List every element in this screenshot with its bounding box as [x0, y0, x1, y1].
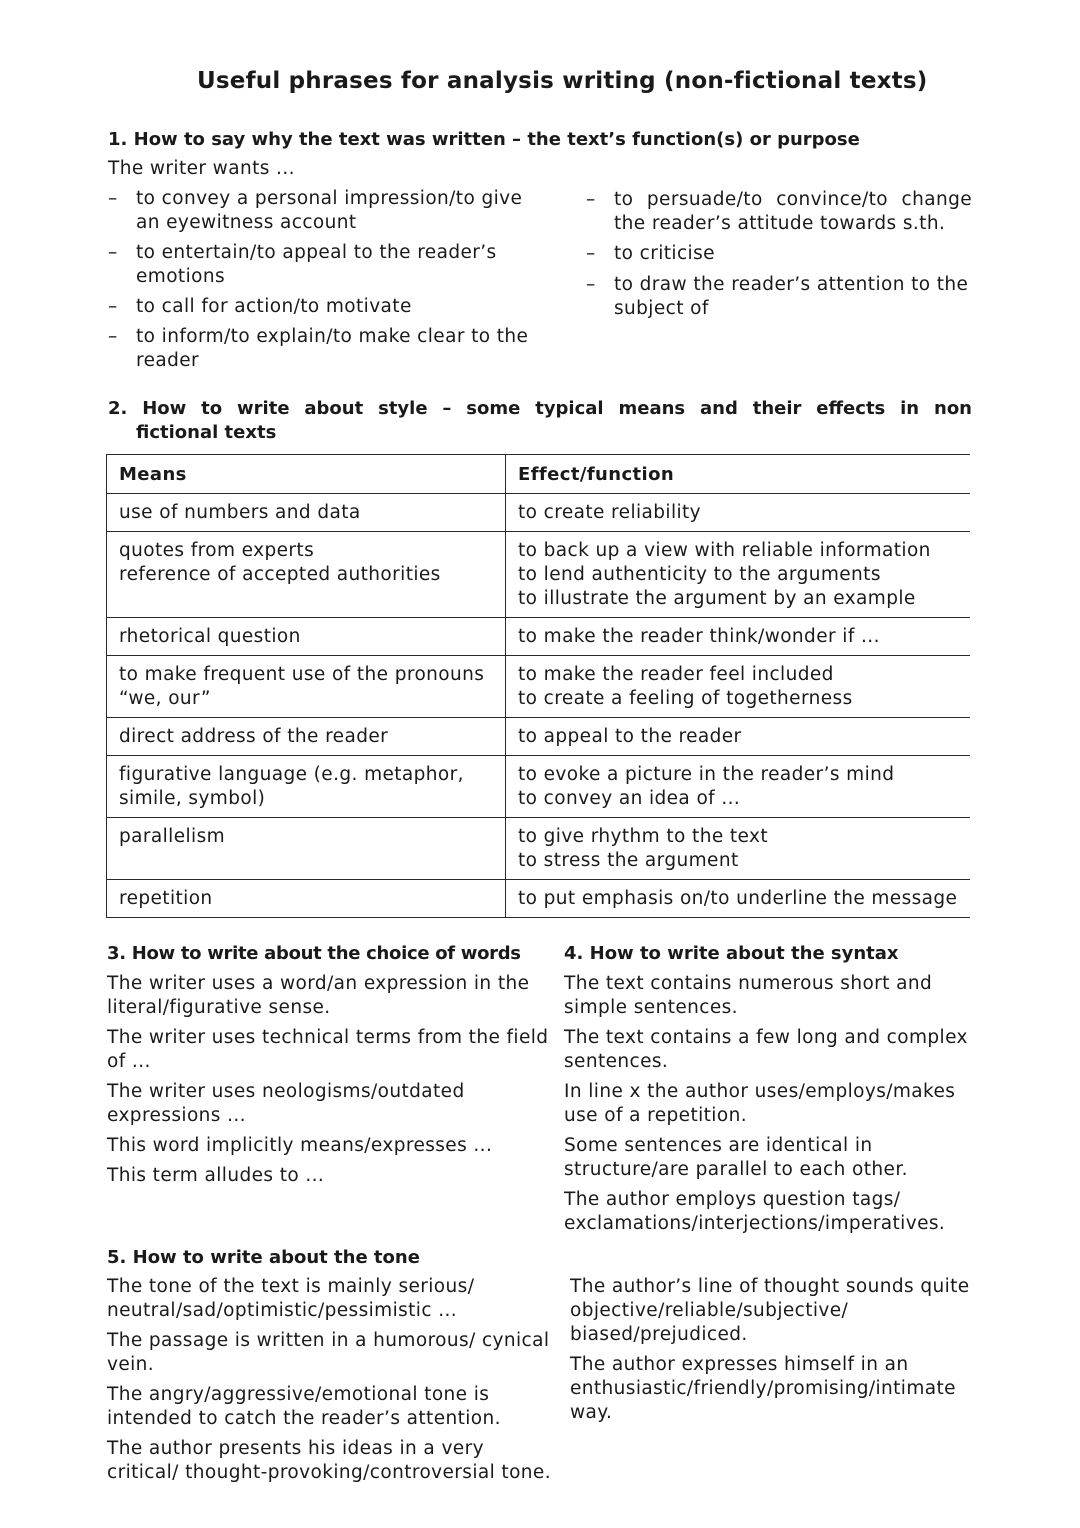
cell-line: to evoke a picture in the reader’s mind	[518, 764, 895, 785]
cell-line: use of numbers and data	[119, 502, 361, 523]
effect-cell	[506, 618, 971, 656]
style-means-table	[106, 454, 970, 918]
cell-line: reference of accepted authorities	[119, 564, 441, 585]
effect-cell	[506, 494, 971, 532]
purpose-item: – to entertain/to appeal to the reader’s emotions	[108, 241, 548, 289]
cell-line: direct address of the reader	[119, 726, 389, 747]
section4-heading: 4. How to write about the syntax	[564, 943, 899, 964]
list-item: This term alludes to ...	[107, 1165, 325, 1186]
purpose-item: – to inform/to explain/to make clear to the reader	[108, 325, 548, 373]
list-item: This word implicitly means/expresses ...	[107, 1135, 493, 1156]
cell-line: to back up a view with reliable information	[518, 540, 931, 561]
cell-line: repetition	[119, 888, 213, 909]
cell-line: to create reliability	[518, 502, 702, 523]
tone-list-right	[570, 1275, 974, 1425]
section5-heading: 5. How to write about the tone	[107, 1247, 420, 1268]
list-item: In line x the author uses/employs/makes use of a repetition.	[564, 1081, 956, 1126]
table-header-row	[107, 455, 971, 494]
cell-line: to make frequent use of the pronouns	[119, 664, 485, 685]
means-cell	[107, 532, 506, 618]
cell-line: figurative language (e.g. metaphor,	[119, 764, 464, 785]
cell-line: parallelism	[119, 826, 226, 847]
cell-line: to make the reader think/wonder if ...	[518, 626, 880, 647]
list-item: The author presents his ideas in a very critical/ thought-provoking/controversial tone.	[107, 1438, 551, 1483]
means-cell	[107, 880, 506, 918]
list-item: The angry/aggressive/emotional tone is intended to catch the reader’s attention.	[107, 1384, 501, 1429]
list-item: The writer uses technical terms from the field of ...	[107, 1027, 549, 1072]
cell-line: simile, symbol)	[119, 788, 266, 809]
cell-line: to stress the argument	[518, 850, 739, 871]
page-title: Useful phrases for analysis writing (non-fictional texts)	[197, 68, 928, 94]
cell-line: “we, our”	[119, 688, 211, 709]
word-choice-list	[107, 972, 552, 1188]
purpose-item: – to criticise	[586, 242, 972, 266]
effect-cell	[506, 656, 971, 718]
list-item: The author’s line of thought sounds quite objective/reliable/subjective/ biased/prejudiced.	[570, 1276, 970, 1345]
effect-cell	[506, 880, 971, 918]
list-item: The text contains a few long and complex sentences.	[564, 1027, 968, 1072]
table-row	[107, 656, 971, 718]
section1-heading: 1. How to say why the text was written – the text’s function(s) or purpose	[108, 129, 860, 150]
cell-line: to illustrate the argument by an example	[518, 588, 916, 609]
section1-intro: The writer wants ...	[108, 158, 295, 179]
effect-cell	[506, 532, 971, 618]
column-header-effect: Effect/function	[506, 455, 971, 494]
purpose-list-right	[586, 188, 972, 321]
list-item: The passage is written in a humorous/ cynical vein.	[107, 1330, 550, 1375]
effect-cell	[506, 756, 971, 818]
cell-line: to create a feeling of togetherness	[518, 688, 853, 709]
means-cell	[107, 656, 506, 718]
table-row	[107, 818, 971, 880]
table-row	[107, 880, 971, 918]
list-item: The writer uses a word/an expression in the literal/figurative sense.	[107, 973, 530, 1018]
table-row	[107, 756, 971, 818]
table-row	[107, 532, 971, 618]
means-cell	[107, 718, 506, 756]
list-item: The author employs question tags/ exclamations/interjections/imperatives.	[564, 1189, 946, 1234]
cell-line: rhetorical question	[119, 626, 301, 647]
purpose-item: – to convey a personal impression/to give an eyewitness account	[108, 187, 548, 235]
purpose-item: – to persuade/to convince/to change the reader’s attitude towards s.th.	[586, 188, 972, 236]
cell-line: to convey an idea of ...	[518, 788, 741, 809]
section3-heading: 3. How to write about the choice of words	[107, 943, 521, 964]
syntax-list	[564, 972, 972, 1236]
tone-list-left	[107, 1275, 552, 1485]
list-item: The tone of the text is mainly serious/ neutral/sad/optimistic/pessimistic ...	[107, 1276, 475, 1321]
purpose-item: – to call for action/to motivate	[108, 295, 548, 319]
means-cell	[107, 494, 506, 532]
list-item: The author expresses himself in an enthusiastic/friendly/promising/intimate way.	[570, 1354, 956, 1423]
cell-line: to give rhythm to the text	[518, 826, 768, 847]
list-item: Some sentences are identical in structure/are parallel to each other.	[564, 1135, 908, 1180]
table-row	[107, 494, 971, 532]
table-row	[107, 618, 971, 656]
cell-line: quotes from experts	[119, 540, 315, 561]
list-item: The writer uses neologisms/outdated expressions ...	[107, 1081, 465, 1126]
effect-cell	[506, 818, 971, 880]
cell-line: to lend authenticity to the arguments	[518, 564, 881, 585]
purpose-list-left	[108, 187, 548, 373]
purpose-item: – to draw the reader’s attention to the subject of	[586, 273, 972, 321]
list-item: The text contains numerous short and simple sentences.	[564, 973, 933, 1018]
effect-cell	[506, 718, 971, 756]
cell-line: to make the reader feel included	[518, 664, 834, 685]
table-row	[107, 718, 971, 756]
means-cell	[107, 818, 506, 880]
means-cell	[107, 618, 506, 656]
section2-heading-cont: fictional texts	[136, 422, 277, 443]
cell-line: to appeal to the reader	[518, 726, 742, 747]
column-header-means: Means	[107, 455, 506, 494]
section2-heading: 2. How to write about style – some typical means and their effects in non	[108, 398, 972, 419]
means-cell	[107, 756, 506, 818]
cell-line: to put emphasis on/to underline the message	[518, 888, 958, 909]
